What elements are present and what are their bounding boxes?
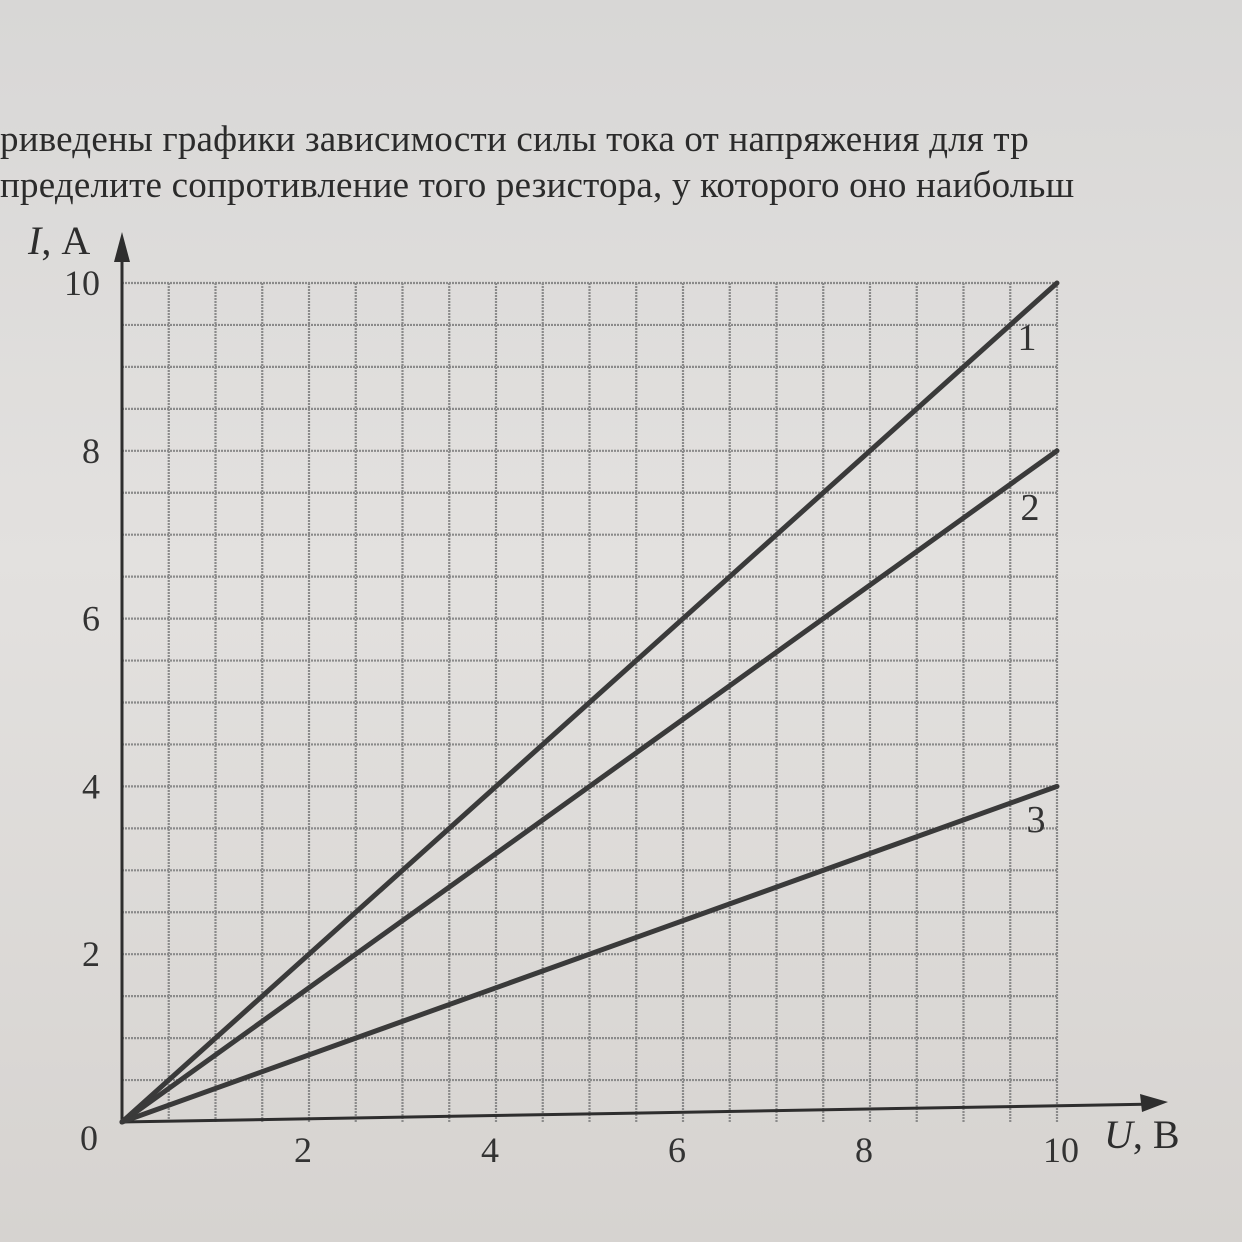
y-tick-label: 10 <box>64 263 100 303</box>
x-axis-variable: U <box>1104 1112 1133 1157</box>
x-tick-label: 4 <box>481 1130 499 1170</box>
x-tick-label: 8 <box>855 1130 873 1170</box>
y-axis-label <box>27 218 90 263</box>
x-tick-label: 2 <box>294 1130 312 1170</box>
x-axis-label <box>1104 1112 1180 1157</box>
y-tick-label: 2 <box>82 934 100 975</box>
x-axis-line <box>122 1104 1158 1122</box>
x-tick-label: 10 <box>1043 1130 1079 1170</box>
series-label-2: 2 <box>1020 487 1040 529</box>
y-axis-arrow <box>114 232 130 262</box>
y-tick-label: 6 <box>82 598 100 639</box>
series-lines <box>122 283 1057 1122</box>
series-line-1 <box>122 283 1057 1122</box>
y-tick-label: 4 <box>82 766 100 807</box>
y-axis-variable: I <box>28 218 42 263</box>
series-label-1: 1 <box>1017 317 1037 359</box>
x-axis-arrow <box>1140 1094 1168 1112</box>
y-axis-unit: , А <box>41 218 91 263</box>
series-label-3: 3 <box>1026 799 1046 841</box>
problem-text-line-1: риведены графики зависимости силы тока от напряжения для тр <box>0 119 1029 160</box>
problem-text-line-2: пределите сопротивление того резистора, у которого оно наибольш <box>0 165 1075 206</box>
origin-label: 0 <box>80 1118 98 1158</box>
y-tick-label: 8 <box>82 430 100 471</box>
x-axis-unit: , В <box>1132 1112 1180 1157</box>
x-tick-label: 6 <box>668 1130 686 1170</box>
